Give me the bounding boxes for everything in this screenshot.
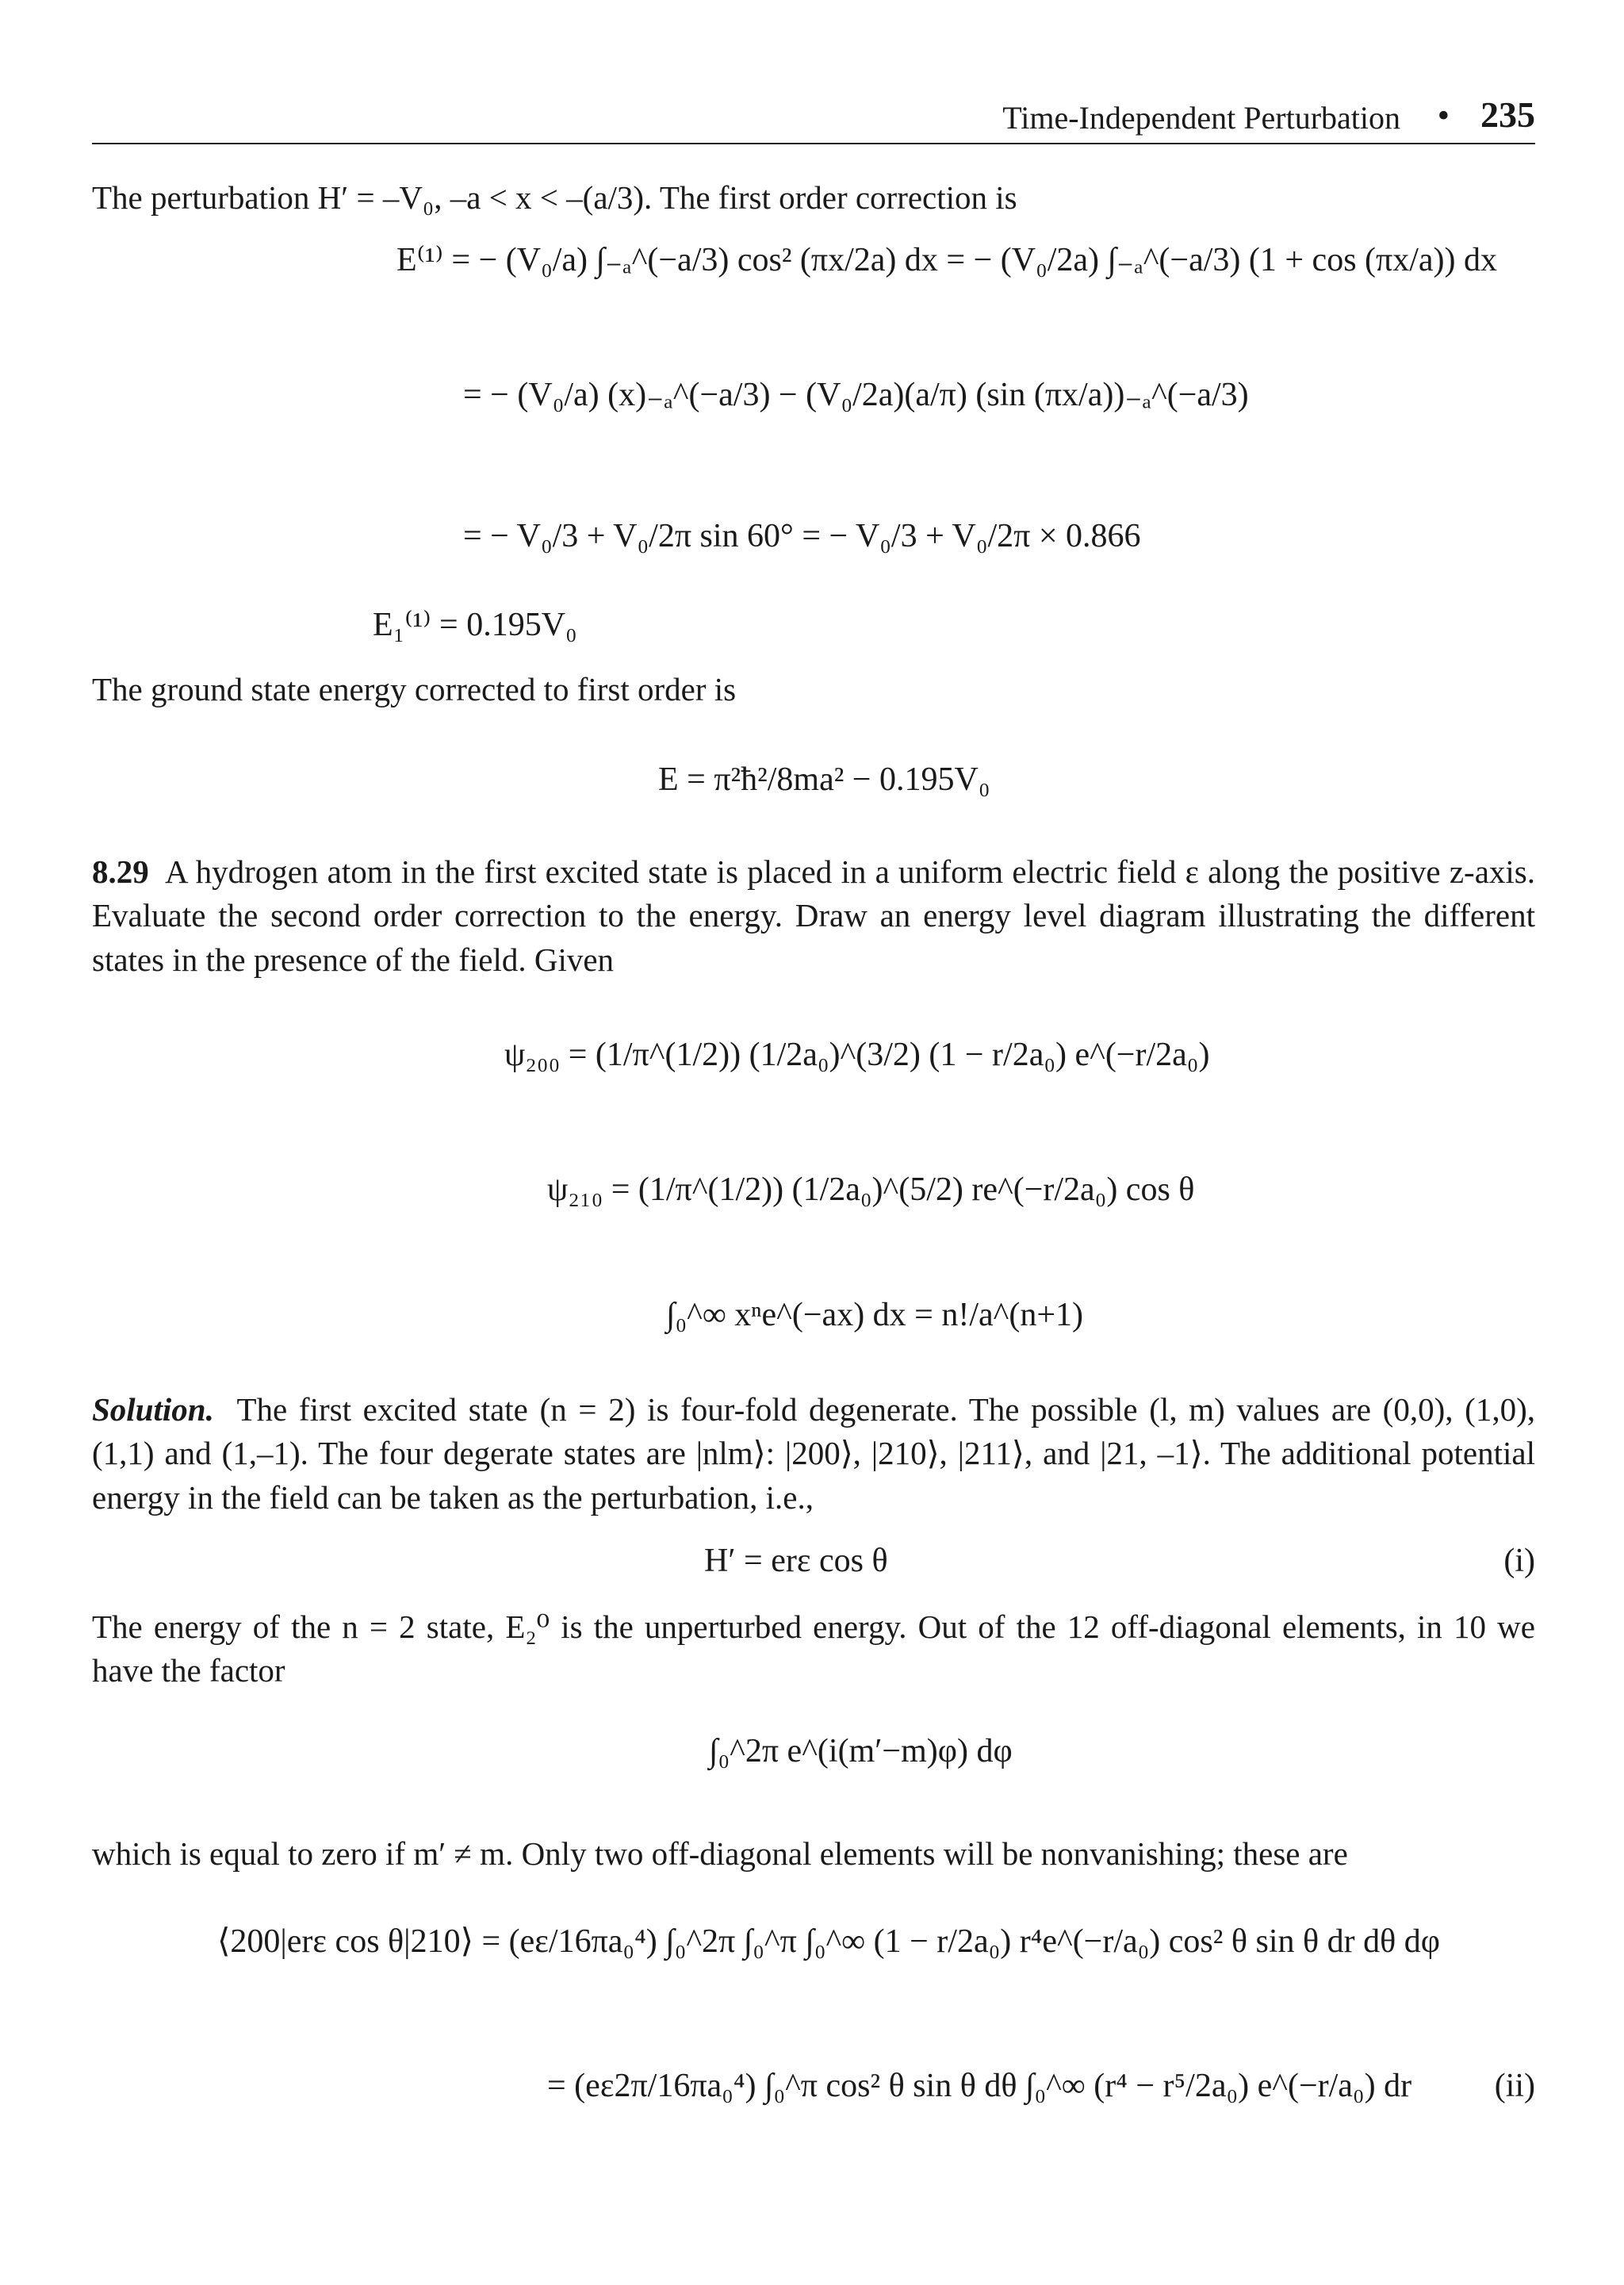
problem-text: A hydrogen atom in the first excited state is placed in a uniform electric field ε along the positive z-axis. Evaluate the second order correction to the energy. Draw an energy level diagram illustrating the different states in the presence of the field. Given bbox=[92, 853, 1535, 978]
nonvanishing-paragraph: which is equal to zero if m′ ≠ m. Only two off-diagonal elements will be nonvanishing; these are bbox=[92, 1835, 1348, 1872]
equation-number-i: (i) bbox=[1503, 1543, 1535, 1579]
ground-state-text: The ground state energy corrected to first order is bbox=[92, 671, 737, 707]
unperturbed-paragraph: The energy of the n = 2 state, E₂⁰ is the unperturbed energy. Out of the 12 off-diagonal elements, in 10 we have the factor bbox=[92, 1608, 1535, 1689]
equation-e1-line1-text: E⁽¹⁾ = − (V₀/a) ∫₋ₐ^(−a/3) cos² (πx/2a) dx = − (V₀/2a) ∫₋ₐ^(−a/3) (1 + cos (πx/a)) dx bbox=[396, 242, 1498, 278]
problem-number: 8.29 bbox=[92, 853, 149, 890]
equation-integral-identity-text: ∫₀^∞ xⁿe^(−ax) dx = n!/a^(n+1) bbox=[666, 1297, 1084, 1333]
equation-matrix-element-line2 bbox=[547, 2064, 1411, 2109]
equation-e1-line2-text: = − (V₀/a) (x)₋ₐ^(−a/3) − (V₀/2a)(a/π) (sin (πx/a))₋ₐ^(−a/3) bbox=[463, 377, 1249, 413]
equation-perturbation bbox=[704, 1539, 888, 1584]
header-title: Time-Independent Perturbation bbox=[1002, 100, 1400, 136]
solution-label: Solution. bbox=[92, 1391, 214, 1428]
equation-matrix-element-line2-text: = (eε2π/16πa₀⁴) ∫₀^π cos² θ sin θ dθ ∫₀^∞ (r⁴ − r⁵/2a₀) e^(−r/a₀) dr bbox=[547, 2068, 1412, 2104]
problem-8-29 bbox=[92, 850, 1535, 982]
equation-psi200 bbox=[504, 1033, 1209, 1078]
header-bullet: • bbox=[1437, 96, 1450, 135]
intro-line: The perturbation H′ = –V₀, –a < x < –(a/3). The first order correction is bbox=[92, 179, 1017, 216]
equation-e1-line1 bbox=[396, 238, 1497, 283]
equation-matrix-element-line1 bbox=[217, 1919, 1440, 1965]
running-header bbox=[92, 89, 1535, 144]
equation-psi210 bbox=[547, 1167, 1194, 1213]
equation-ground-state bbox=[658, 757, 990, 803]
page-number: 235 bbox=[1480, 94, 1535, 135]
equation-e1-line3 bbox=[463, 514, 1141, 559]
equation-matrix-element-line1-text: ⟨200|erε cos θ|210⟩ = (eε/16πa₀⁴) ∫₀^2π ∫₀^π ∫₀^∞ (1 − r/2a₀) r⁴e^(−r/a₀) cos² θ sin θ dr dθ dφ bbox=[217, 1923, 1440, 1960]
equation-e1-result bbox=[373, 603, 577, 648]
equation-integral-identity bbox=[666, 1293, 1083, 1338]
equation-psi200-text: ψ₂₀₀ = (1/π^(1/2)) (1/2a₀)^(3/2) (1 − r/2a₀) e^(−r/2a₀) bbox=[504, 1037, 1210, 1073]
equation-phi-integral-text: ∫₀^2π e^(i(m′−m)φ) dφ bbox=[709, 1733, 1013, 1769]
equation-perturbation-text: H′ = erε cos θ bbox=[704, 1543, 888, 1579]
equation-ground-state-text: E = π²ħ²/8ma² − 0.195V₀ bbox=[658, 761, 990, 798]
equation-number-ii: (ii) bbox=[1494, 2068, 1535, 2104]
equation-phi-integral bbox=[709, 1729, 1013, 1774]
equation-e1-line3-text: = − V₀/3 + V₀/2π sin 60° = − V₀/3 + V₀/2π × 0.866 bbox=[463, 518, 1141, 554]
equation-e1-line2 bbox=[463, 373, 1249, 418]
equation-psi210-text: ψ₂₁₀ = (1/π^(1/2)) (1/2a₀)^(5/2) re^(−r/2a₀) cos θ bbox=[547, 1171, 1195, 1208]
solution-paragraph bbox=[92, 1388, 1535, 1520]
solution-text: The first excited state (n = 2) is four-fold degenerate. The possible (l, m) values are (0,0), (1,0), (1,1) and (1,–1). The four degerate states are |nlm⟩: |200⟩, |210⟩, |211⟩, and |21, –1⟩. The additional potential energy in the field can be taken as the perturbation, i.e., bbox=[92, 1391, 1535, 1516]
equation-e1-result-text: E₁⁽¹⁾ = 0.195V₀ bbox=[373, 607, 577, 643]
